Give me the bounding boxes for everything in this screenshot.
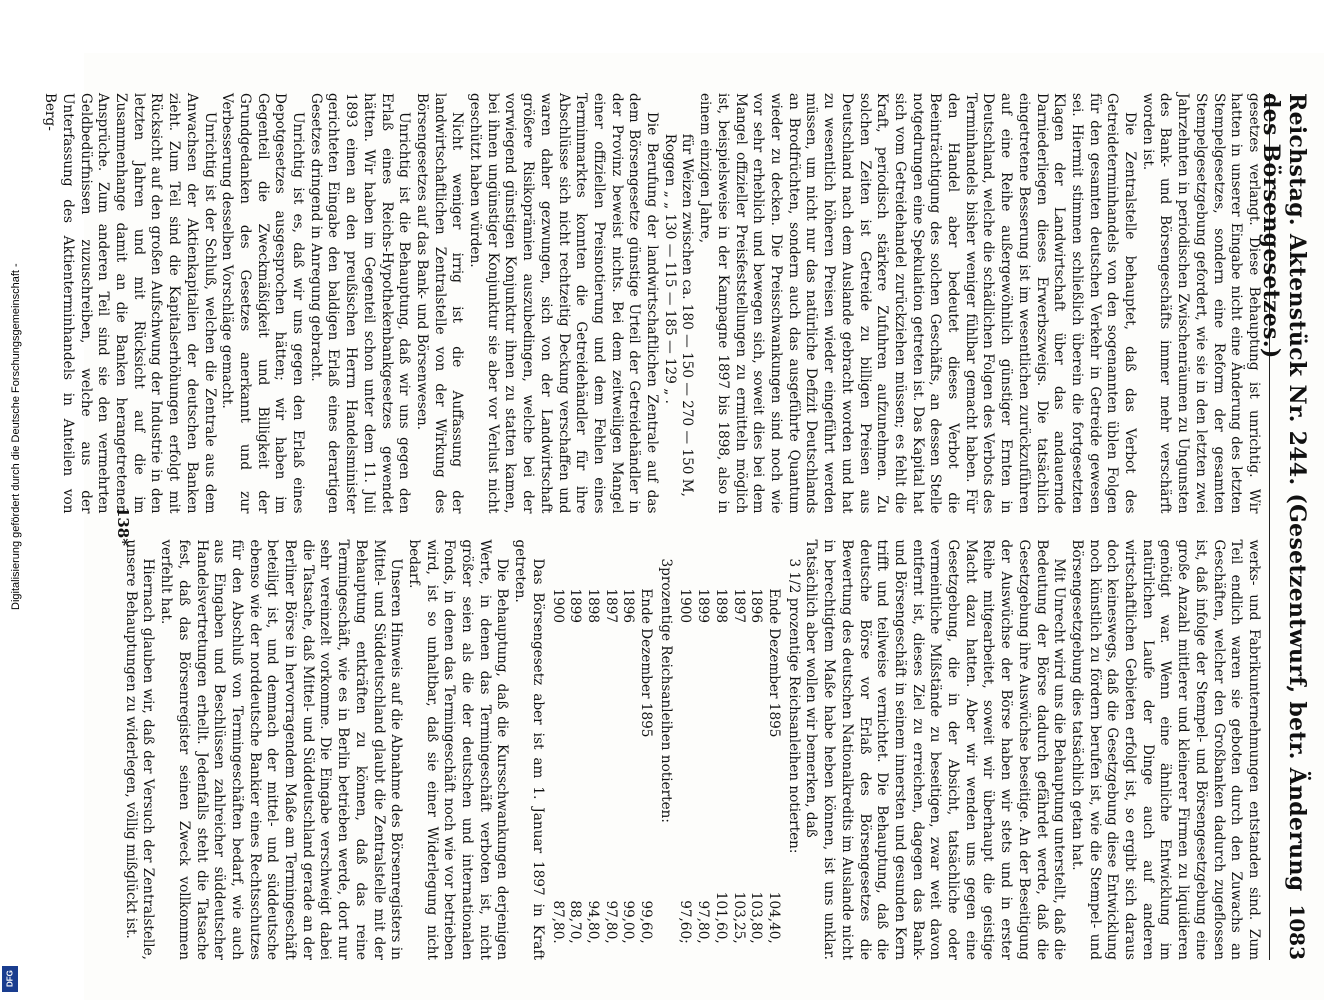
- dfg-logo-text: DFG: [5, 970, 15, 988]
- table-row: [711, 540, 729, 961]
- dfg-logo: [2, 966, 18, 992]
- column-one: [42, 93, 1262, 514]
- table-heading: 3 1/2 prozentige Reichsanleihen notierten:: [785, 558, 802, 854]
- row-label: 1897: [730, 588, 747, 624]
- table-row: [747, 540, 765, 961]
- row-label: Ende Dezember 1895: [766, 588, 783, 738]
- credit-text: Digitalisierung gefördert durch die Deutsche Forschungsgemeinschaft -: [10, 263, 22, 610]
- row-label: Ende Dezember 1895: [638, 588, 655, 738]
- col1-paragraph: gesetzes verlangt. Diese Behauptung ist unrichtig. Wir hatten in unserer Eingabe nicht eine Änderung des letzten Stempelgesetzes, sondern eine Reform der gesamten Stempelgesetzgebung gefordert, wie sie in den letzten zwei Jahrzehnten in periodischen Zwischenräumen zu Ungunsten des Bank- und Börsengeschäfts immer mehr verschärft worden ist.: [1139, 93, 1262, 514]
- column-two: [122, 539, 1262, 961]
- table-row: [729, 540, 747, 961]
- sheet-signature-mark: 138*: [114, 506, 132, 547]
- row-value: 103,80,: [748, 891, 765, 944]
- table-row: [694, 540, 712, 961]
- col2-paragraph: Unseren Hinweis auf die Abnahme des Börsenregisters in Mittel- und Süddeutschland glaubt die Zentralstelle mit der Behauptung entkräften zu können, daß das reine Termingeschäft, wie es in Berlin betrieben werde, dort nur sehr vereinzelt vorkomme. Die Eingabe verschweigt dabei die Tatsache, daß Mittel- und Süddeutschland gerade an der Berliner Börse in hervorragendem Maße am Termingeschäft beteiligt ist, und demnach der mittel- und süddeutsche ebenso wie der norddeutsche Bankier eines Rechtsschutzes für den Abschluß von Termingeschäften bedarf, wie auch aus Eingaben und Beschlüssen zahlreicher süddeutscher Handelsvertretungen erhellt. Jedenfalls steht die Tatsache fest, daß das Börsenregister seinen Zweck vollkommen verfehlt hat.: [158, 539, 405, 960]
- row-label: 1897: [602, 588, 619, 624]
- row-label: 1900: [677, 588, 694, 624]
- row-value: 99,60,: [638, 900, 655, 944]
- col2-paragraph: werks- und Fabrikunternehmungen entstanden sind. Zum Teil endlich waren sie geboten durch den Zuwachs an Geschäften, welcher den Großbanken dadurch zugeflossen ist, daß infolge der Stempel- und Börsengesetzgebung eine große Anzahl mittlerer und kleinerer Firmen zu liquidieren genötigt war. Wenn eine ähnliche Entwicklung im natürlichen Laufe der Dinge auch auf anderen wirtschaftlichen Gebieten erfolgt ist, so ergibt sich daraus doch keineswegs, daß die Gesetzgebung diese Entwicklung noch künstlich zu fördern berufen ist, wie die Stempel- und Börsengesetzgebung dies tatsächlich getan hat.: [1068, 539, 1262, 960]
- scanned-page: [42, 53, 1324, 1000]
- col1-paragraph: Die Berufung der landwirtschaftlichen Zentrale auf das dem Börsengesetze günstige Urteil der Getreidehändler in der Provinz beweist nichts. Bei dem zeitweiligen Mangel einer offiziellen Preisnotierung und dem Fehlen eines Terminmarktes konnten die Getreidehändler für ihre Abschlüsse sich nicht rechtzeitig Deckung verschaffen und waren daher gezwungen, sich von der Landwirtschaft größere Risikoprämien auszubedingen, welche bei der vorwiegend günstigen Konjunktur ihnen zu statten kamen, bei ihnen ungünstiger Konjunktur sie aber vor Verlust nicht geschützt haben würden.: [467, 93, 661, 514]
- table-row: [764, 540, 782, 961]
- table-row: [583, 540, 601, 961]
- table-row: [601, 540, 619, 961]
- row-label: 1898: [584, 588, 601, 624]
- row-value: 104,40,: [766, 891, 783, 944]
- row-value: 88,70,: [567, 900, 584, 944]
- table-row: [566, 540, 584, 961]
- bond-table-3-5-percent: [676, 540, 782, 961]
- price-line-wheat: für Weizen zwischen ca. 180 — 150 — 270 — 150 M,: [679, 133, 696, 497]
- row-value: 97,80,: [695, 900, 712, 944]
- col2-paragraph: Die Behauptung, daß die Kursschwankungen derjenigen Werte, in denen das Termingeschäft verboten ist, nicht größer seien als die der deutschen und internationalen Fonds, in denen das Termingeschäft noch wie vor betrieben wird, ist so unhaltbar, daß sie einer Widerlegung nicht bedarf.: [405, 539, 511, 960]
- table-row: [619, 540, 637, 961]
- row-value: 97,80,: [602, 900, 619, 944]
- digitization-credit: [0, 0, 20, 1000]
- page-title: Reichstag. Aktenstück Nr. 244. (Gesetzentwurf, betr. Änderung des Börsengesetzes.): [1258, 93, 1310, 892]
- table-row: [548, 540, 566, 961]
- row-label: 1899: [695, 588, 712, 624]
- row-label: 1900: [549, 588, 566, 624]
- col1-paragraph: Unrichtig ist der Schluß, welchen die Zentrale aus dem Anwachsen der Aktienkapitalien der deutschen Banken zieht. Zum Teil sind die Kapitalserhöhungen erfolgt mit Rücksicht auf den großen Aufschwung der Industrie in den letzten Jahren und mit Rücksicht auf die im Zusammenhange damit an die Banken herangetretenen Ansprüche. Zum anderen Teil sind sie den vermehrten Geldbedürfnissen zuzuschreiben, welche aus der Unterfassung des Aktienterminhandels in Anteilen von Berg-: [42, 93, 218, 514]
- row-label: 1899: [567, 588, 584, 624]
- row-label: 1896: [620, 588, 637, 624]
- row-value: 97,60;: [677, 900, 694, 944]
- row-label: 1898: [712, 588, 729, 624]
- col2-paragraph: Hiernach glauben wir, daß der Versuch der Zentralstelle, unsere Behauptungen zu widerlegen, völlig mißglückt ist.: [122, 539, 157, 960]
- price-line-rye: Roggen „ „ 130 — 115 — 185 — 129 „ .: [661, 133, 678, 404]
- page-content-rotated: [42, 53, 1324, 1000]
- row-value: 103,25,: [730, 891, 747, 944]
- col1-paragraph: Unrichtig ist die Behauptung, daß wir uns gegen den Erlaß eines Reichs-Hypothekenbankgesetzes gewendet hätten. Wir haben im Gegenteil schon unter dem 11. Juli 1893 einen an den preußischen Herrn Handelsminister gerichteten Eingabe den baldigen Erlaß eines derartigen Gesetzes dringend in Anregung gebracht.: [307, 93, 413, 514]
- col2-paragraph: Das Börsengesetz aber ist am 1. Januar 1897 in Kraft getreten.: [512, 539, 546, 960]
- bond-table-3-percent: [548, 540, 654, 961]
- col1-paragraph: Nicht weniger irrig ist die Auffassung der landwirtschaftlichen Zentralstelle von der Wirkung des Börsengesetzes auf das Bank- und Börsenwesen.: [413, 93, 466, 514]
- col1-paragraph: Die Zentralstelle behauptet, daß das Verbot des Getreideterminhandels von den sogenannten üblen Folgen für den gesamten deutschen Verkehr in Getreide gewesen sei. Hiermit stimmen schließlich überein die fortgesetzten Klagen der Landwirtschaft über das andauernde Darniederliegen dieses Erwerbszweigs. Die tatsächlich eingetretene Besserung ist im wesentlichen zurückzuführen auf eine Reihe außergewöhnlich günstiger Ernten in Deutschland, welche die schädlichen Folgen des Verbots des Terminhandels bisher weniger fühlbar gemacht haben. Für den Handel aber bedeutet dieses Verbot die Beeinträchtigung des solchen Geschäfts, an dessen Stelle notgedrungen eine Spekulation getreten ist. Das Kapital hat sich vom Getreidehandel zurückziehen müssen; es fehlt die Kraft, periodisch stärkere Zufuhren aufzunehmen. Zu solchen Zeiten ist Getreide zu billigen Preisen aus Deutschland nach dem Auslande gebracht worden und hat zu wesentlich höheren Preisen wieder eingeführt werden müssen, um nicht nur das natürliche Defizit Deutschlands an Brodfrüchten, sondern auch das ausgeführte Quantum wieder zu decken. Die Preisschwankungen sind noch wie vor sehr erheblich und bewegen sich, soweit dies bei dem Mangel offizieller Preisfeststellungen zu ermitteln möglich ist, beispielsweise in der Kampagne 1897 bis 1898, also in einem einzigen Jahre,: [697, 93, 1139, 514]
- page-number: 1083: [1285, 904, 1309, 960]
- row-label: 1896: [748, 588, 765, 624]
- row-value: 87,80.: [549, 900, 566, 944]
- table-heading: 3prozentige Reichsanleihen notierten:: [657, 558, 674, 823]
- row-value: 94,80,: [584, 900, 601, 944]
- col1-paragraph: Unrichtig ist es, daß wir uns gegen den Erlaß eines Depotgesetzes ausgesprochen hätten; wir haben im Gegenteil die Zweckmäßigkeit und Billigkeit der Grundgedanken des Gesetzes anerkannt und zur Verbesserung desselben Vorschläge gemacht.: [219, 93, 307, 514]
- table-row: [636, 540, 654, 961]
- page-header: [1258, 93, 1310, 960]
- col2-paragraph: Mit Unrecht wird uns die Behauptung unterstellt, daß die Bedeutung der Börse dadurch gefährdet werde, daß die Gesetzgebung ihre Auswüchse beseitige. An der Beseitigung der Auswüchse der Börse haben wir stets und in erster Reihe mitgearbeitet, soweit wir überhaupt die geistige Macht dazu hatten. Aber wir wenden uns gegen eine Gesetzgebung, die in der Absicht, tatsächliche oder vermeintliche Mißstände zu beseitigen, zwar weit davon entfernt ist, dieses Ziel zu erreichen, dagegen das Bank- und Börsengeschäft in seinem innersten und gesunden Kern trifft und teilweise vernichtet. Die Behauptung, daß die deutsche Börse vor Erlaß des Börsengesetzes die Bewertung des deutschen Nationalkredits im Auslande nicht in berechtigtem Maße habe heben können, ist uns unklar. Tatsächlich aber wollen wir bemerken, daß: [803, 539, 1068, 960]
- row-value: 99,00,: [620, 900, 637, 944]
- row-value: 101,60,: [712, 891, 729, 944]
- table-row: [676, 540, 694, 961]
